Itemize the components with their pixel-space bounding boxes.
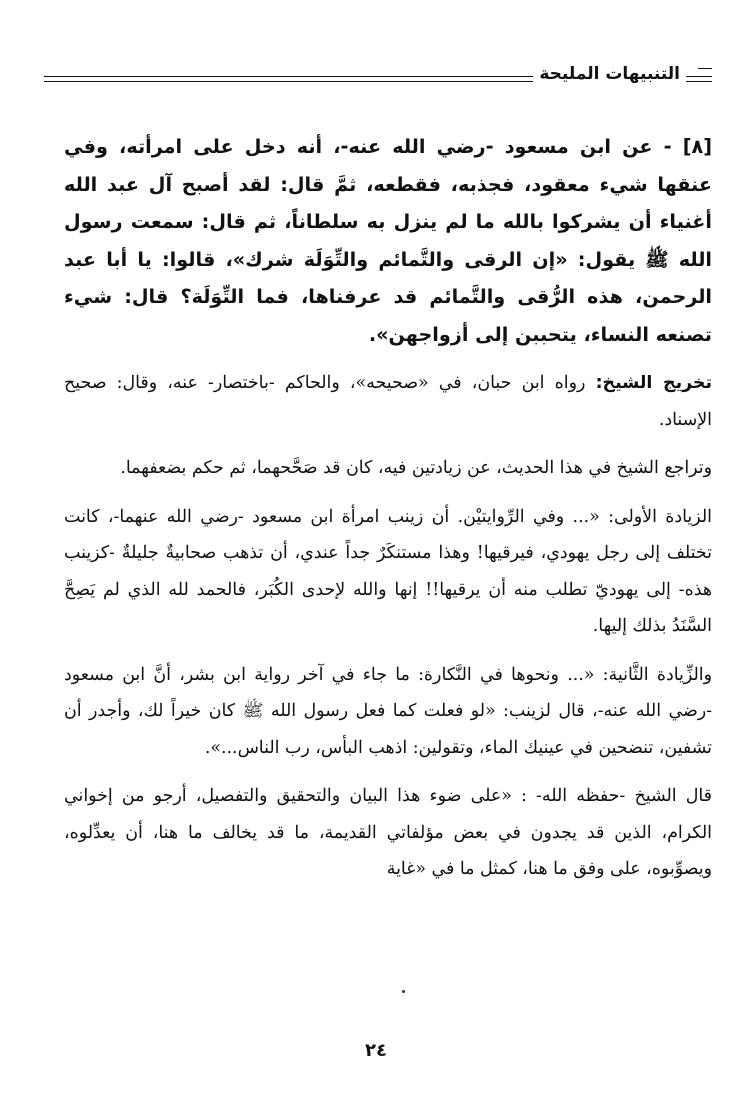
hadith-paragraph: [٨] - عن ابن مسعود -رضي الله عنه-، أنه دخل على امرأته، وفي عنقها شيء معقود، فجذبه، فقطعه، ثمَّ قال: لقد أصبح آل عبد الله أغنياء أن يشركوا بالله ما لم ينزل به سلطاناً، ثم قال: سمعت رسول الله ﷺ يقول: «إن الرقى والتَّمائم والتِّوَلَة شرك»، قالوا: يا أبا عبد الرحمن، هذه الرُّقى والتَّمائم قد عرفناها، فما التِّوَلَة؟ قال: شيء تصنعه النساء، يتحببن إلى أزواجهن».	[64, 135, 712, 346]
running-header	[44, 62, 712, 92]
page-number: ٢٤	[365, 1040, 387, 1061]
takhrij-lead: تخريج الشيخ:	[595, 373, 712, 393]
sheikh-statement-paragraph: قال الشيخ -حفظه الله- : «على ضوء هذا البيان والتحقيق والتفصيل، أرجو من إخواني الكرام، الذين قد يجدون في بعض مؤلفاتي القديمة، ما قد يخالف ما هنا، أن يعدِّلوه، ويصوِّبوه، على وفق ما هنا، كمثل ما في «غاية	[64, 786, 712, 879]
header-title: التنبيهات المليحة	[533, 62, 686, 86]
second-addition-paragraph: والزِّيادة الثَّانية: «... ونحوها في النَّكارة: ما جاء في آخر رواية ابن بشر، أنَّ ابن مسعود -رضي الله عنه-، قال لزينب: «لو فعلت كما فعل رسول الله ﷺ كان خيراً لك، وأجدر أن تشفين، تنضحين في عينيك الماء، وتقولين: اذهب البأس، رب الناس...».	[64, 664, 712, 758]
first-addition-paragraph: الزيادة الأولى: «... وفي الرِّوايتيْن. أن زينب امرأة ابن مسعود -رضي الله عنهما-، كانت تختلف إلى رجل يهودي، فيرقيها! وهذا مستنكَرٌ جداً عندي، أن تذهب صحابيةٌ جليلةٌ -كزينب هذه- إلى يهوديّ تطلب منه أن يرقيها!! إنها والله لإحدى الكُبَر، فالحمد لله الذي لم يَصِحَّ السَّنَدُ بذلك إليها.	[64, 506, 712, 636]
stray-dot	[402, 990, 405, 993]
takhrij-paragraph	[64, 365, 712, 438]
retraction-paragraph: وتراجع الشيخ في هذا الحديث، عن زيادتين فيه، كان قد صَحَّحهما، ثم حكم بضعفهما.	[120, 458, 712, 478]
header-dash	[698, 68, 712, 69]
page-body	[64, 128, 712, 888]
takhrij-text: رواه ابن حبان، في «صحيحه»، والحاكم -باختصار- عنه، وقال: صحيح الإسناد.	[64, 373, 712, 430]
